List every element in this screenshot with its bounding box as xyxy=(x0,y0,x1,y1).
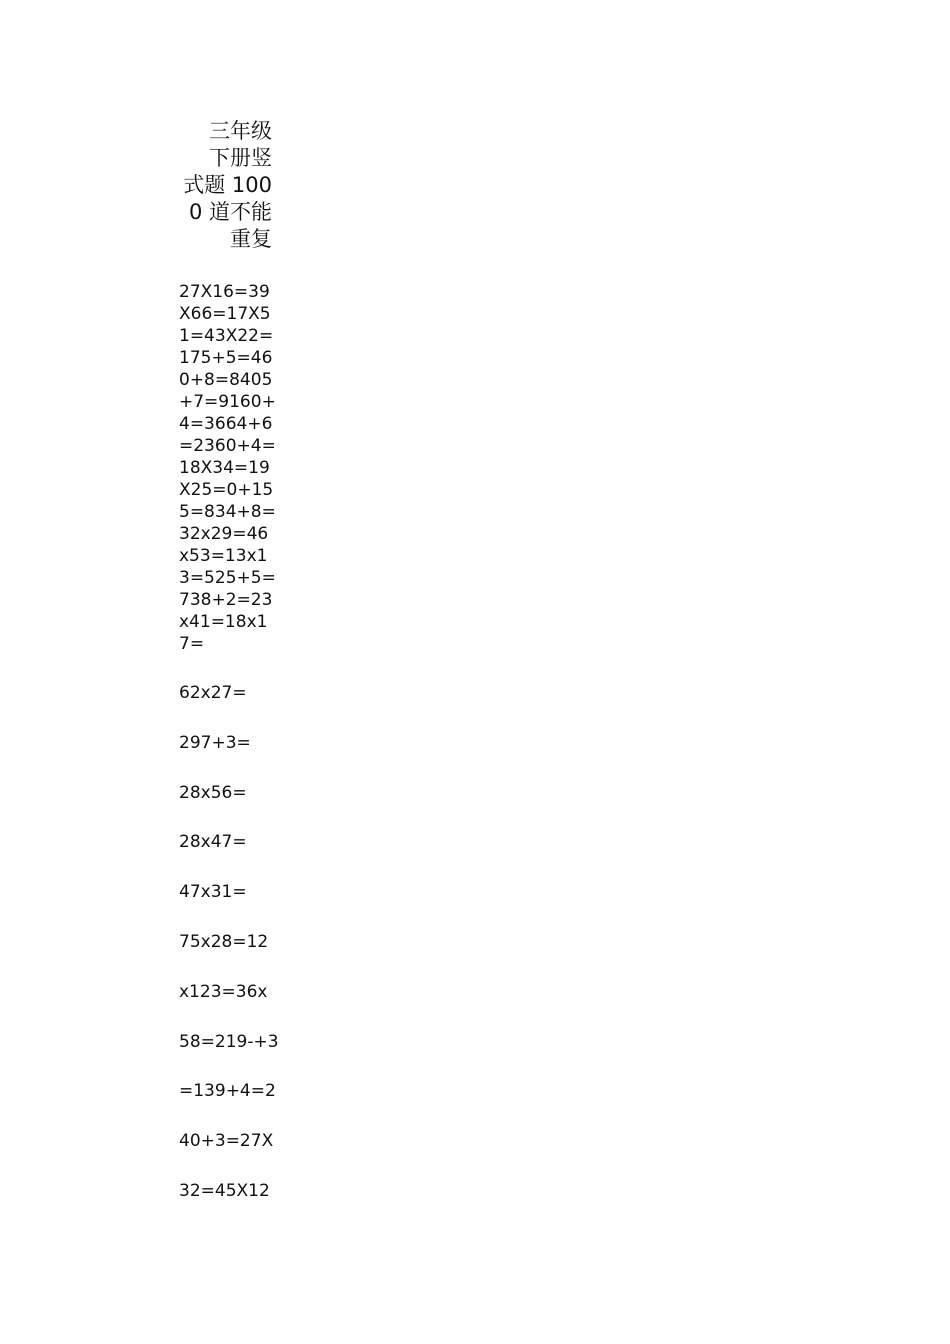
problem-line: 40+3=27X xyxy=(179,1131,274,1152)
problem-line: 58=219-+3 xyxy=(179,1031,279,1052)
problem-line: 62x27= xyxy=(179,683,247,703)
problem-line: +7=9160+ xyxy=(179,392,276,412)
problem-line: 738+2=23 xyxy=(179,590,273,610)
title-line: 式题 100 xyxy=(183,173,272,197)
problem-line: 7= xyxy=(179,634,205,654)
problem-line: 5=834+8= xyxy=(179,502,276,522)
problem-line: X66=17X5 xyxy=(179,304,271,324)
page-title xyxy=(178,118,272,253)
problem-line: 47x31= xyxy=(179,882,247,903)
problem-line: 75x28=12 xyxy=(179,931,269,952)
title-line: 三年级 xyxy=(209,119,272,143)
problem-line: 27X16=39 xyxy=(179,282,270,302)
problem-line: 4=3664+6 xyxy=(179,414,273,434)
problem-line: 32=45X12 xyxy=(179,1180,270,1201)
problem-line: 18X34=19 xyxy=(179,458,270,478)
problem-block-spaced xyxy=(179,682,299,1230)
problem-line: 297+3= xyxy=(179,732,251,753)
problem-line: x53=13x1 xyxy=(179,546,268,566)
problem-line: 28x56= xyxy=(179,782,247,803)
problem-line: x41=18x1 xyxy=(179,612,268,632)
title-line: 下册竖 xyxy=(209,146,272,170)
problem-line: 175+5=46 xyxy=(179,348,273,368)
problem-line: 32x29=46 xyxy=(179,524,269,544)
title-line: 重复 xyxy=(230,227,272,251)
problem-block-dense xyxy=(179,281,289,655)
problem-line: 28x47= xyxy=(179,832,247,853)
problem-line: X25=0+15 xyxy=(179,480,274,500)
problem-line: x123=36x xyxy=(179,981,268,1002)
problem-line: 0+8=8405 xyxy=(179,370,273,390)
title-line: 0 道不能 xyxy=(188,200,272,224)
problem-line: 1=43X22= xyxy=(179,326,274,346)
problem-line: =2360+4= xyxy=(179,436,276,456)
problem-line: 3=525+5= xyxy=(179,568,276,588)
problem-line: =139+4=2 xyxy=(179,1081,276,1102)
